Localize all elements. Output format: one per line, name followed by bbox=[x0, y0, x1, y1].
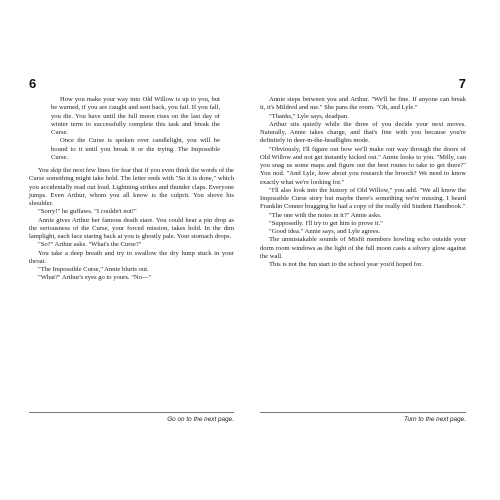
paragraph: "Sorry!" he guffaws. "I couldn't not!" bbox=[38, 208, 137, 216]
paragraph: Arthur sits quietly while the three of you decide your next moves. Naturally, Annie takes charge, and that's fine with you because you're definitely in deer-in-the-headlights mode. bbox=[260, 120, 466, 145]
paragraph: "The one with the notes in it?" Annie asks. bbox=[269, 211, 382, 219]
paragraph: Once the Curse is spoken over candlelight, you will be bound to it until you break it or die trying. The Impossible Curse. bbox=[51, 137, 220, 161]
paragraph: Annie gives Arthur her famous death stare. You could hear a pin drop as the seriousness of the Curse, your forced mission, takes hold. In the dim lamplight, each face staring back at you is ghostly pale. Your stomach drops. bbox=[29, 216, 234, 240]
paragraph: "Supposedly. I'll try to get him to prove it." bbox=[269, 219, 383, 227]
paragraph: "The Impossible Curse," Annie blurts out. bbox=[38, 266, 149, 273]
paragraph: "Obviously, I'll figure out how we'll make our way through the doors of Old Willow and not get instantly kicked out." Annie looks to you. "Milly, can you snag us some maps and figure out the best routes to take to get there?" You nod. "And Lyle, how about you research the brooch? We need to know exactly what we're looking for." bbox=[260, 145, 466, 186]
paragraph: "Good idea." Annie says, and Lyle agrees. bbox=[269, 228, 381, 235]
paragraph: How you make your way into Old Willow is up to you, but be warned, if you are caught and sent back, you fail. If you fall, you die. You have until the full moon rises on the last day of winter term to successfully complete this task and break the Curse. bbox=[51, 96, 220, 136]
right-page bbox=[250, 0, 500, 500]
body-text bbox=[260, 96, 466, 269]
paragraph: Annie steps between you and Arthur. "We'll be fine. If anyone can break it, it's Mildred and me." She pans the room. "Oh, and Lyle." bbox=[260, 96, 466, 112]
page-number: 6 bbox=[29, 76, 37, 91]
paragraph: You skip the next few lines for fear that if you even think the words of the Curse something might take hold. The letter ends with "So it is done," which you accidentally read out loud. Lightning strikes and thunder claps. Everyone jumps. Even Arthur, whom you all know is the culprit. You shove his shoulder. bbox=[29, 167, 234, 207]
curse-block bbox=[51, 96, 220, 162]
footer-rule bbox=[29, 412, 234, 413]
paragraph: You take a deep breath and try to swallow the dry lump stuck in your throat. bbox=[29, 249, 234, 265]
paragraph: "So?" Arthur asks. "What's the Curse?" bbox=[38, 241, 142, 249]
footer-rule bbox=[260, 412, 466, 413]
paragraph: The unmistakable sounds of Misfit members howling echo outside your dorm room windows as the light of the full moon casts a silvery glow against the wall. bbox=[260, 236, 466, 260]
body-text bbox=[29, 96, 234, 283]
page-footer: Go on to the next page. bbox=[167, 416, 234, 423]
paragraph: This is not the fun start to the school year you'd hoped for. bbox=[269, 261, 423, 268]
page-number: 7 bbox=[458, 76, 466, 91]
page-footer: Turn to the next page. bbox=[403, 416, 466, 423]
paragraph: "What?" Arthur's eyes go to yours. "No—" bbox=[38, 274, 152, 282]
paragraph: "Thanks," Lyle says, deadpan. bbox=[269, 112, 349, 120]
paragraph: "I'll also look into the history of Old Willow," you add. "We all know the Impossible Curse story but maybe there's something we're missing. I heard Franklin Conner bragging he had a copy of the really old Student Handbook." bbox=[260, 186, 466, 211]
